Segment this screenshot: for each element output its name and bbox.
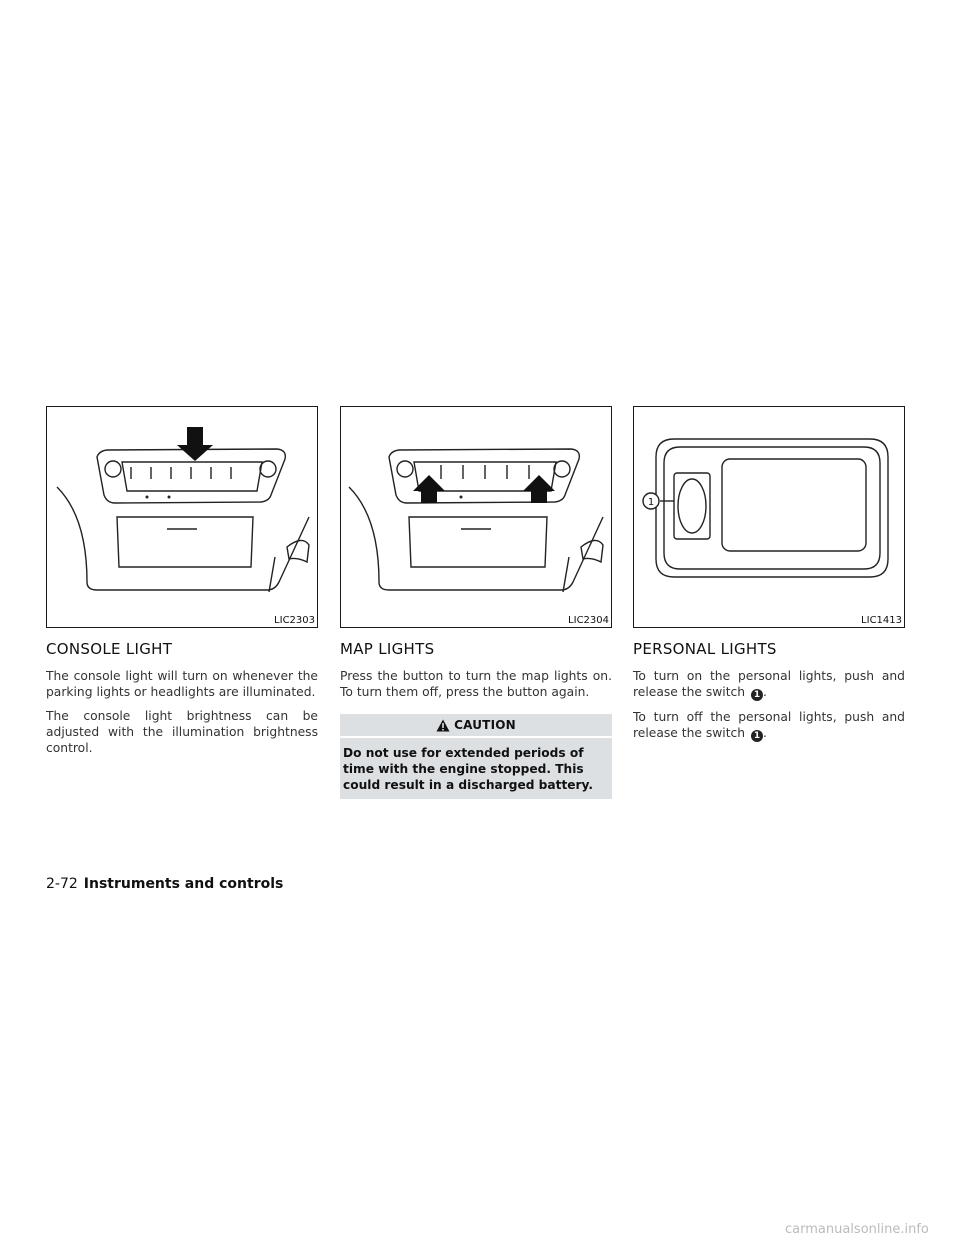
caution-box: [340, 714, 612, 799]
paragraph: Press the button to turn the map lights on. To turn them off, press the button again.: [340, 669, 612, 699]
map-lights-column: [340, 406, 612, 799]
figure-code: LIC2304: [568, 615, 609, 626]
personal-lights-column: [633, 406, 905, 750]
figure-code: LIC2303: [274, 615, 315, 626]
paragraph: The console light brightness can be adjusted with the illumination brightness control.: [46, 709, 318, 755]
up-arrow-left-icon: [413, 475, 445, 503]
section-heading: MAP LIGHTS: [340, 640, 435, 658]
watermark: carmanualsonline.info: [785, 1222, 929, 1237]
figure-callout: 1: [647, 497, 655, 508]
section-title: Instruments and controls: [83, 876, 284, 892]
personal-lights-illustration: [634, 407, 904, 627]
section-heading: PERSONAL LIGHTS: [633, 640, 777, 658]
paragraph-end: .: [763, 685, 767, 699]
paragraph-end: .: [763, 726, 767, 740]
warning-icon: [436, 719, 450, 732]
page-footer: [46, 876, 283, 892]
caution-title: CAUTION: [454, 718, 516, 732]
paragraph: The console light will turn on whenever the parking lights or headlights are illuminated.: [46, 669, 318, 699]
console-light-figure: [46, 406, 318, 628]
callout-marker: 1: [751, 730, 763, 742]
section-heading: CONSOLE LIGHT: [46, 640, 173, 658]
page-number: 2-72: [46, 876, 78, 892]
callout-marker: 1: [751, 689, 763, 701]
caution-text: Do not use for extended periods of time with the engine stopped. This could result in a discharged battery.: [343, 746, 594, 792]
map-lights-illustration: [341, 407, 611, 627]
paragraph-text: To turn off the personal lights, push and release the switch: [633, 710, 905, 740]
console-light-column: [46, 406, 318, 764]
console-light-illustration: [47, 407, 317, 627]
figure-code: LIC1413: [861, 615, 902, 626]
paragraph: [633, 709, 905, 742]
up-arrow-right-icon: [523, 475, 555, 503]
caution-header: [340, 714, 612, 738]
map-lights-figure: [340, 406, 612, 628]
paragraph-text: To turn on the personal lights, push and release the switch: [633, 669, 905, 699]
press-arrow-icon: [177, 427, 213, 461]
personal-lights-figure: [633, 406, 905, 628]
paragraph: [633, 668, 905, 701]
